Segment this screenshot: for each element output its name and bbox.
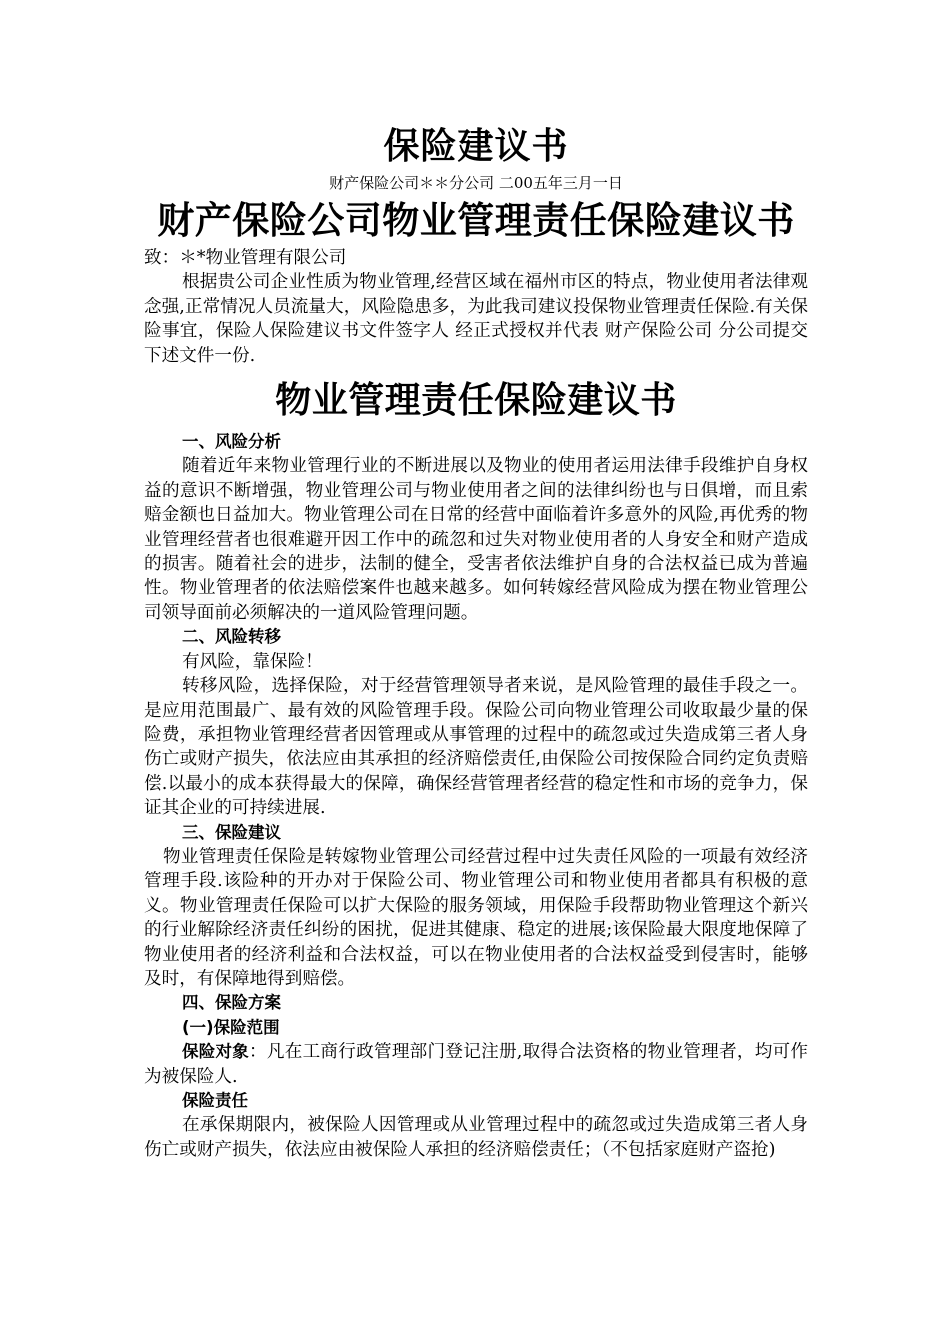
insured-object-paragraph — [144, 1040, 808, 1089]
proposal-title: 财产保险公司物业管理责任保险建议书 — [157, 198, 795, 242]
section-3-paragraph: 物业管理责任保险是转嫁物业管理公司经营过程中过失责任风险的一项最有效经济管理手段.该险种的开办对于保险公司、物业管理公司和物业使用者都具有积极的意义。物业管理责任保险可以扩大保险的服务领域，用保险手段帮助物业管理这个新兴的行业解除经济责任纠纷的困扰，促进其健康、稳定的进展;该保险最大限度地保障了物业使用者的经济利益和合法权益，可以在物业使用者的合法权益受到侵害时，能够及时，有保障地得到赔偿。 — [144, 846, 808, 989]
section-2-heading: 二、风险转移 — [182, 627, 281, 647]
section-main-title: 物业管理责任保险建议书 — [275, 379, 677, 422]
document-page — [144, 120, 808, 1162]
section-2-paragraph: 转移风险，选择保险，对于经营管理领导者来说，是风险管理的最佳手段之一。是应用范围最广、最有效的风险管理手段。保险公司向物业管理公司收取最少量的保险费，承担物业管理经营者因管理或从事管理的过程中的疏忽或过失造成第三者人身伤亡或财产损失，依法应由其承担的经济赔偿责任,由保险公司按保险合同约定负责赔偿.以最小的成本获得最大的保障，确保经营管理者经营的稳定性和市场的竞争力，保证其企业的可持续进展. — [144, 676, 808, 819]
intro-paragraph: 根据贵公司企业性质为物业管理,经营区域在福州市区的特点，物业使用者法律观念强,正常情况人员流量大，风险隐患多，为此我司建议投保物业管理责任保险.有关保险事宜，保险人保险建议书文件签字人 经正式授权并代表 财产保险公司 分公司提交下述文件一份. — [144, 272, 808, 366]
section-1-heading: 一、风险分析 — [182, 432, 281, 452]
liability-paragraph: 在承保期限内，被保险人因管理或从业管理过程中的疏忽或过失造成第三者人身伤亡或财产损失，依法应由被保险人承担的经济赔偿责任；（不包括家庭财产盗抢) — [144, 1115, 808, 1160]
section-3-heading: 三、保险建议 — [182, 822, 281, 842]
document-title: 保险建议书 — [383, 125, 569, 167]
insured-object-label: 保险对象 — [182, 1042, 250, 1062]
issuer-date-line: 财产保险公司＊＊分公司 二00五年三月一日 — [329, 174, 623, 192]
insured-object-text: ：凡在工商行政管理部门登记注册,取得合法资格的物业管理者，均可作为被保险人. — [144, 1042, 808, 1087]
section-1-paragraph: 随着近年来物业管理行业的不断进展以及物业的使用者运用法律手段维护自身权益的意识不断增强，物业管理公司与物业使用者之间的法律纠纷也与日俱增，而且索赔金额也日益加大。物业管理公司在日常的经营中面临着许多意外的风险,再优秀的物业管理经营者也很难避开因工作中的疏忽和过失对物业使用者的人身安全和财产造成的损害。随着社会的进步，法制的健全，受害者依法维护自身的合法权益已成为普遍性。物业管理者的依法赔偿案件也越来越多。如何转嫁经营风险成为摆在物业管理公司领导面前必须解决的一道风险管理问题。 — [144, 456, 808, 623]
salutation: 致：＊*物业管理有限公司 — [144, 248, 347, 268]
section-4-heading: 四、保险方案 — [182, 993, 281, 1013]
section-4-subheading: (一)保险范围 — [182, 1017, 280, 1037]
section-2-slogan: 有风险，靠保险！ — [182, 651, 323, 672]
liability-heading: 保险责任 — [182, 1091, 248, 1110]
